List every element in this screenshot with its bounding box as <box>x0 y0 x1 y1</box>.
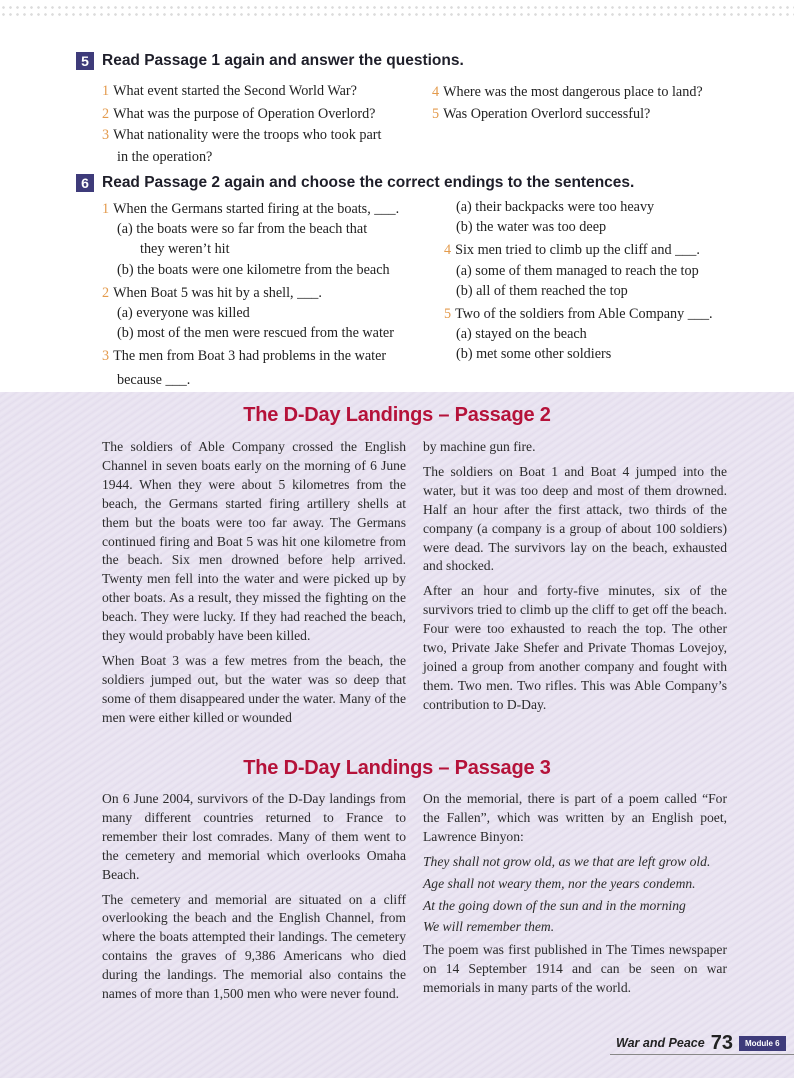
paragraph: On the memorial, there is part of a poem called “For the Fallen”, which was written by an English poet, Lawrence Binyon: <box>423 791 727 844</box>
page-number: 73 <box>710 1031 733 1054</box>
question: 3 The men from Boat 3 had problems in the water <box>102 348 387 364</box>
option: (a) their backpacks were too heavy <box>456 199 655 215</box>
poem-line: Age shall not weary them, nor the years condemn. <box>423 875 696 891</box>
question: 3 What nationality were the troops who took part <box>102 127 382 143</box>
module-badge: Module 6 <box>739 1036 786 1051</box>
question: 2 What was the purpose of Operation Overlord? <box>102 106 376 122</box>
option: (b) all of them reached the top <box>456 283 628 299</box>
paragraph: The soldiers of Able Company crossed the English Channel in seven boats early on the morning of 6 June 1944. When they were about 5 kilometres from the beach, the Germans started firing artillery shells at them but the boats were too far away. The Germans continued firing and Boat 5 was hit one kilometre from the beach. Six men drowned before help arrived. Twenty men fell into the water and were picked up by other boats. As a result, they missed the fighting on the beach. They were lucky. If they had reached the beach, they would probably have been killed. <box>102 439 406 644</box>
question: 2 When Boat 5 was hit by a shell, ___. <box>102 285 322 301</box>
question: 4 Six men tried to climb up the cliff and ___. <box>444 242 700 258</box>
option: (b) the water was too deep <box>456 219 607 235</box>
footer-label: War and Peace <box>616 1036 705 1050</box>
question: 5 Was Operation Overlord successful? <box>432 106 651 122</box>
option-continuation: they weren’t hit <box>140 241 230 257</box>
passage-3-title: The D-Day Landings – Passage 3 <box>243 757 551 779</box>
paragraph: The cemetery and memorial are situated on a cliff overlooking the beach and the English Channel, from where the boats attempted their landings. The cemetery contains the graves of 9,386 Americans who died during the landings. The memorial also contains the names of more than 1,500 men who were never found. <box>102 891 406 1002</box>
question-continuation: because ___. <box>117 372 191 388</box>
passage-2-title: The D-Day Landings – Passage 2 <box>243 404 551 426</box>
poem-line: We will remember them. <box>423 919 555 935</box>
footer-divider <box>610 1054 794 1055</box>
exercise-6-heading <box>76 174 634 192</box>
exercise-instruction: Read Passage 2 again and choose the correct endings to the sentences. <box>102 174 635 191</box>
passage-2-right-column <box>423 438 727 721</box>
paragraph: The soldiers on Boat 1 and Boat 4 jumped into the water, but it was too deep and most of them drowned. Half an hour after the first attack, two thirds of the company (a company is a group of about 100 soldiers) were dead. The survivors lay on the beach, exhausted and shocked. <box>423 463 727 574</box>
poem-line: They shall not grow old, as we that are left grow old. <box>423 853 711 869</box>
paragraph: After an hour and forty-five minutes, six of the survivors tried to climb up the cliff to get off the beach. Four were too exhausted to reach the top. The other two, Private Jake Shefer and Private Thomas Lovejoy, joined a group from another company and fought with them. Two men. Two rifles. This was Able Company’s contribution to D-Day. <box>423 583 727 712</box>
option: (b) the boats were one kilometre from the beach <box>117 262 390 278</box>
exercise-5-heading <box>76 52 464 70</box>
question: 4 Where was the most dangerous place to land? <box>432 84 703 100</box>
option: (b) most of the men were rescued from the water <box>117 325 394 341</box>
question: 1 When the Germans started firing at the boats, ___. <box>102 201 400 217</box>
exercise-instruction: Read Passage 1 again and answer the questions. <box>102 52 464 69</box>
poem-line: At the going down of the sun and in the morning <box>423 897 686 913</box>
exercise-number: 5 <box>76 52 94 70</box>
question: 1 What event started the Second World War? <box>102 83 357 99</box>
paragraph: The poem was first published in The Times newspaper on 14 September 1914 and can be seen on war memorials in many parts of the world. <box>423 942 727 996</box>
exercise-number: 6 <box>76 174 94 192</box>
paragraph: When Boat 3 was a few metres from the beach, the soldiers jumped out, but the water was so deep that some of them disappeared under the water. Many of the men were either killed or wounded <box>102 652 406 725</box>
option: (a) some of them managed to reach the top <box>456 263 699 279</box>
option: (b) met some other soldiers <box>456 346 612 362</box>
option: (a) the boats were so far from the beach that <box>117 221 368 237</box>
decorative-dots <box>0 4 794 18</box>
question: 5 Two of the soldiers from Able Company ___. <box>444 306 713 322</box>
passage-3-right-column <box>423 790 727 1004</box>
passage-3-left-column <box>102 790 406 1010</box>
paragraph: On 6 June 2004, survivors of the D-Day landings from many different countries returned to France to remember their lost comrades. Many of them went to the cemetery and memorial which overlooks Omaha Beach. <box>102 791 406 882</box>
paragraph: by machine gun fire. <box>423 439 536 454</box>
option: (a) everyone was killed <box>117 305 250 321</box>
option: (a) stayed on the beach <box>456 326 587 342</box>
question-continuation: in the operation? <box>117 149 213 165</box>
passage-2-left-column <box>102 438 406 734</box>
page-footer <box>600 1032 794 1054</box>
